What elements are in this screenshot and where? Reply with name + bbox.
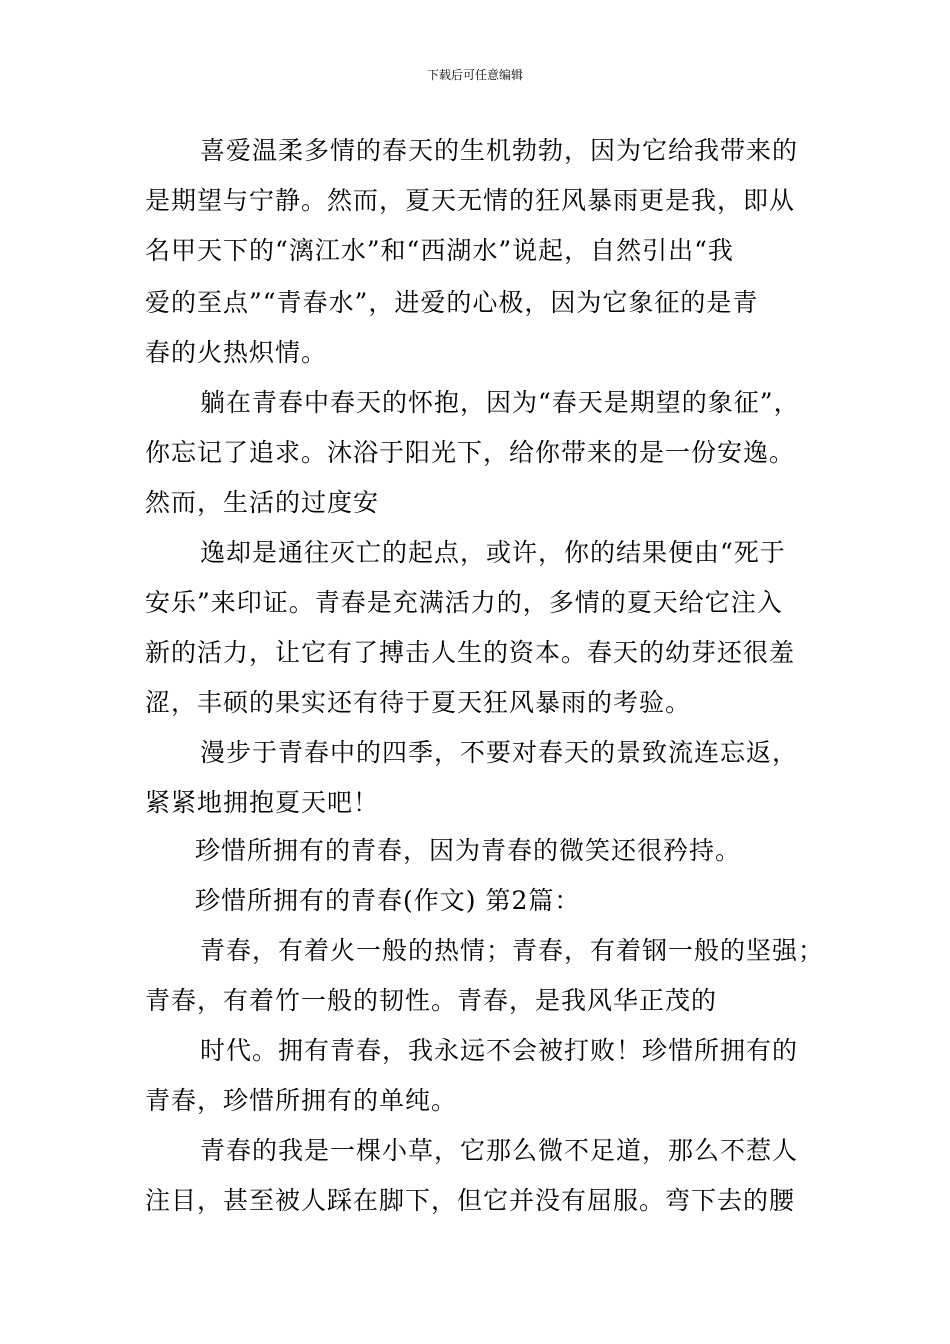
section-heading: 珍惜所拥有的青春(作文) 第2篇： bbox=[195, 886, 581, 915]
text-line: 青春的我是一棵小草，它那么微不足道，那么不惹人 bbox=[200, 1136, 799, 1165]
text-line: 春的火热炽情。 bbox=[145, 338, 328, 367]
text-line: 然而，生活的过度安 bbox=[145, 488, 380, 517]
text-line: 涩，丰硕的果实还有待于夏天狂风暴雨的考验。 bbox=[145, 688, 692, 717]
text-line: 时代。拥有青春，我永远不会被打败！珍惜所拥有的 bbox=[200, 1036, 799, 1065]
text-line: 紧紧地拥抱夏天吧！ bbox=[145, 788, 380, 817]
text-line: 名甲天下的“漓江水”和“西湖水”说起，自然引出“我 bbox=[145, 236, 734, 265]
text-line: 青春，有着竹一般的韧性。青春，是我风华正茂的 bbox=[145, 986, 718, 1015]
text-line: 漫步于青春中的四季，不要对春天的景致流连忘返， bbox=[200, 738, 799, 767]
text-line: 爱的至点”“青春水”，进爱的心极，因为它象征的是青 bbox=[145, 288, 759, 317]
text-line: 青春，珍惜所拥有的单纯。 bbox=[145, 1086, 458, 1115]
page-header: 下载后可任意编辑 bbox=[426, 68, 523, 82]
text-line: 安乐”来印证。青春是充满活力的，多情的夏天给它注入 bbox=[145, 588, 783, 617]
text-line: 是期望与宁静。然而，夏天无情的狂风暴雨更是我，即从 bbox=[145, 186, 796, 215]
text-line: 注目，甚至被人踩在脚下，但它并没有屈服。弯下去的腰 bbox=[145, 1186, 796, 1215]
text-line: 珍惜所拥有的青春，因为青春的微笑还很矜持。 bbox=[195, 836, 742, 865]
text-line: 喜爱温柔多情的春天的生机勃勃，因为它给我带来的 bbox=[200, 136, 799, 165]
text-line: 新的活力，让它有了搏击人生的资本。春天的幼芽还很羞 bbox=[145, 638, 796, 667]
text-line: 青春，有着火一般的热情；青春，有着钢一般的坚强； bbox=[200, 936, 825, 965]
text-line: 躺在青春中春天的怀抱，因为“春天是期望的象征”， bbox=[200, 388, 800, 417]
text-line: 你忘记了追求。沐浴于阳光下，给你带来的是一份安逸。 bbox=[145, 438, 796, 467]
text-line: 逸却是通往灭亡的起点，或许，你的结果便由“死于 bbox=[200, 538, 786, 567]
